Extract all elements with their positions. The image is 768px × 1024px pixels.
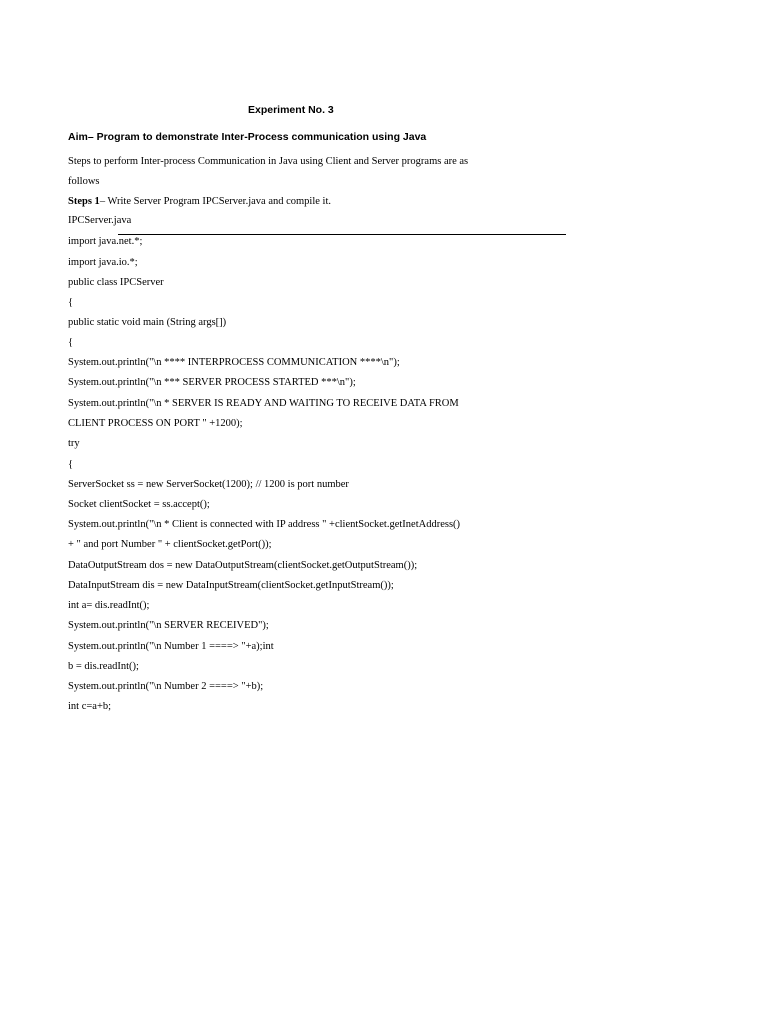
code-line: System.out.println("\n * Client is connected with IP address " +clientSocket.getInetAddress()	[68, 519, 461, 530]
code-line: System.out.println("\n *** SERVER PROCESS STARTED ***\n");	[68, 377, 356, 388]
intro-text-line-1: Steps to perform Inter-process Communication in Java using Client and Server programs are as	[68, 156, 469, 167]
step-1-line	[68, 195, 331, 209]
code-line: System.out.println("\n **** INTERPROCESS COMMUNICATION ****\n");	[68, 357, 400, 368]
code-line: ServerSocket ss = new ServerSocket(1200); // 1200 is port number	[68, 479, 349, 490]
code-line: + " and port Number " + clientSocket.getPort());	[68, 539, 272, 550]
code-line: public class IPCServer	[68, 277, 164, 288]
code-line: DataInputStream dis = new DataInputStream(clientSocket.getInputStream());	[68, 580, 394, 591]
step-1-label: Steps 1	[68, 196, 100, 207]
code-line: int a= dis.readInt();	[68, 600, 150, 611]
code-line: import java.net.*;	[68, 236, 143, 247]
code-line: import java.io.*;	[68, 257, 138, 268]
code-line: DataOutputStream dos = new DataOutputStream(clientSocket.getOutputStream());	[68, 560, 418, 571]
horizontal-rule	[118, 234, 566, 235]
code-line: System.out.println("\n SERVER RECEIVED");	[68, 620, 269, 631]
aim-heading: Aim– Program to demonstrate Inter-Process communication using Java	[68, 131, 427, 143]
code-line: {	[68, 337, 74, 348]
code-line: try	[68, 438, 80, 449]
step-1-text: – Write Server Program IPCServer.java and compile it.	[99, 196, 332, 207]
document-title: Experiment No. 3	[248, 104, 334, 116]
code-line: {	[68, 297, 74, 308]
code-line: System.out.println("\n * SERVER IS READY AND WAITING TO RECEIVE DATA FROM	[68, 398, 459, 409]
code-line: System.out.println("\n Number 2 ====> "+b);	[68, 681, 264, 692]
code-line: System.out.println("\n Number 1 ====> "+a);int	[68, 641, 274, 652]
file-name: IPCServer.java	[68, 215, 132, 226]
code-line: CLIENT PROCESS ON PORT " +1200);	[68, 418, 243, 429]
code-line: int c=a+b;	[68, 701, 112, 712]
code-line: b = dis.readInt();	[68, 661, 139, 672]
code-line: {	[68, 459, 74, 470]
code-line: public static void main (String args[])	[68, 317, 227, 328]
code-line: Socket clientSocket = ss.accept();	[68, 499, 210, 510]
intro-text-line-2: follows	[68, 176, 100, 187]
